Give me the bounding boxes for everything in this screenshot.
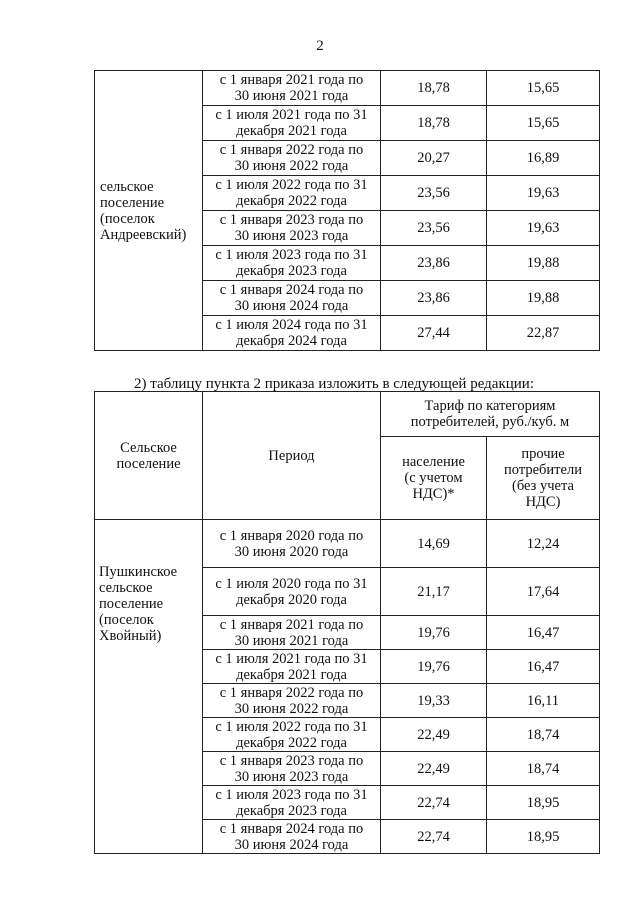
period-cell: с 1 июля 2022 года по 31 декабря 2022 года — [203, 718, 381, 752]
table-row — [95, 520, 600, 568]
population-tariff-cell: 22,74 — [381, 820, 487, 854]
others-tariff-cell: 15,65 — [487, 106, 600, 141]
period-cell: с 1 января 2021 года по 30 июня 2021 года — [203, 616, 381, 650]
settlement-cell: сельское поселение (поселок Андреевский) — [95, 71, 203, 351]
period-cell: с 1 января 2021 года по 30 июня 2021 года — [203, 71, 381, 106]
population-tariff-cell: 21,17 — [381, 568, 487, 616]
others-tariff-cell: 16,11 — [487, 684, 600, 718]
period-cell: с 1 июля 2024 года по 31 декабря 2024 года — [203, 316, 381, 351]
others-tariff-cell: 12,24 — [487, 520, 600, 568]
period-cell: с 1 января 2020 года по 30 июня 2020 года — [203, 520, 381, 568]
others-tariff-cell: 18,74 — [487, 718, 600, 752]
page-number: 2 — [316, 38, 324, 54]
others-tariff-cell: 16,47 — [487, 650, 600, 684]
others-tariff-cell: 18,95 — [487, 820, 600, 854]
header-period: Период — [203, 392, 381, 520]
population-tariff-cell: 19,76 — [381, 616, 487, 650]
table-row — [95, 71, 600, 106]
period-cell: с 1 июля 2021 года по 31 декабря 2021 года — [203, 106, 381, 141]
period-cell: с 1 января 2023 года по 30 июня 2023 года — [203, 752, 381, 786]
population-tariff-cell: 20,27 — [381, 141, 487, 176]
population-tariff-cell: 27,44 — [381, 316, 487, 351]
population-tariff-cell: 23,86 — [381, 246, 487, 281]
others-tariff-cell: 15,65 — [487, 71, 600, 106]
population-tariff-cell: 22,49 — [381, 752, 487, 786]
period-cell: с 1 января 2024 года по 30 июня 2024 года — [203, 281, 381, 316]
others-tariff-cell: 16,47 — [487, 616, 600, 650]
tariff-table-khvoyny — [94, 391, 600, 854]
header-others: прочие потребители (без учета НДС) — [487, 437, 600, 520]
population-tariff-cell: 19,33 — [381, 684, 487, 718]
population-tariff-cell: 22,49 — [381, 718, 487, 752]
population-tariff-cell: 22,74 — [381, 786, 487, 820]
period-cell: с 1 июля 2022 года по 31 декабря 2022 года — [203, 176, 381, 211]
others-tariff-cell: 19,63 — [487, 211, 600, 246]
header-population: население (с учетом НДС)* — [381, 437, 487, 520]
period-cell: с 1 июля 2021 года по 31 декабря 2021 года — [203, 650, 381, 684]
period-cell: с 1 января 2022 года по 30 июня 2022 года — [203, 141, 381, 176]
population-tariff-cell: 14,69 — [381, 520, 487, 568]
period-cell: с 1 января 2023 года по 30 июня 2023 года — [203, 211, 381, 246]
population-tariff-cell: 23,86 — [381, 281, 487, 316]
settlement-cell: Пушкинское сельское поселение (поселок Хвойный) — [95, 520, 203, 854]
population-tariff-cell: 19,76 — [381, 650, 487, 684]
period-cell: с 1 января 2024 года по 30 июня 2024 года — [203, 820, 381, 854]
period-cell: с 1 июля 2023 года по 31 декабря 2023 года — [203, 246, 381, 281]
header-tariff: Тариф по категориям потребителей, руб./куб. м — [381, 392, 600, 437]
others-tariff-cell: 19,88 — [487, 246, 600, 281]
others-tariff-cell: 18,95 — [487, 786, 600, 820]
others-tariff-cell: 22,87 — [487, 316, 600, 351]
population-tariff-cell: 18,78 — [381, 106, 487, 141]
population-tariff-cell: 23,56 — [381, 176, 487, 211]
period-cell: с 1 июля 2023 года по 31 декабря 2023 года — [203, 786, 381, 820]
others-tariff-cell: 17,64 — [487, 568, 600, 616]
tariff-table-andreevsky — [94, 70, 600, 351]
intro-text: 2) таблицу пункта 2 приказа изложить в следующей редакции: — [134, 376, 534, 392]
period-cell: с 1 июля 2020 года по 31 декабря 2020 года — [203, 568, 381, 616]
others-tariff-cell: 18,74 — [487, 752, 600, 786]
population-tariff-cell: 23,56 — [381, 211, 487, 246]
header-settlement: Сельское поселение — [95, 392, 203, 520]
population-tariff-cell: 18,78 — [381, 71, 487, 106]
period-cell: с 1 января 2022 года по 30 июня 2022 года — [203, 684, 381, 718]
others-tariff-cell: 19,63 — [487, 176, 600, 211]
others-tariff-cell: 16,89 — [487, 141, 600, 176]
others-tariff-cell: 19,88 — [487, 281, 600, 316]
